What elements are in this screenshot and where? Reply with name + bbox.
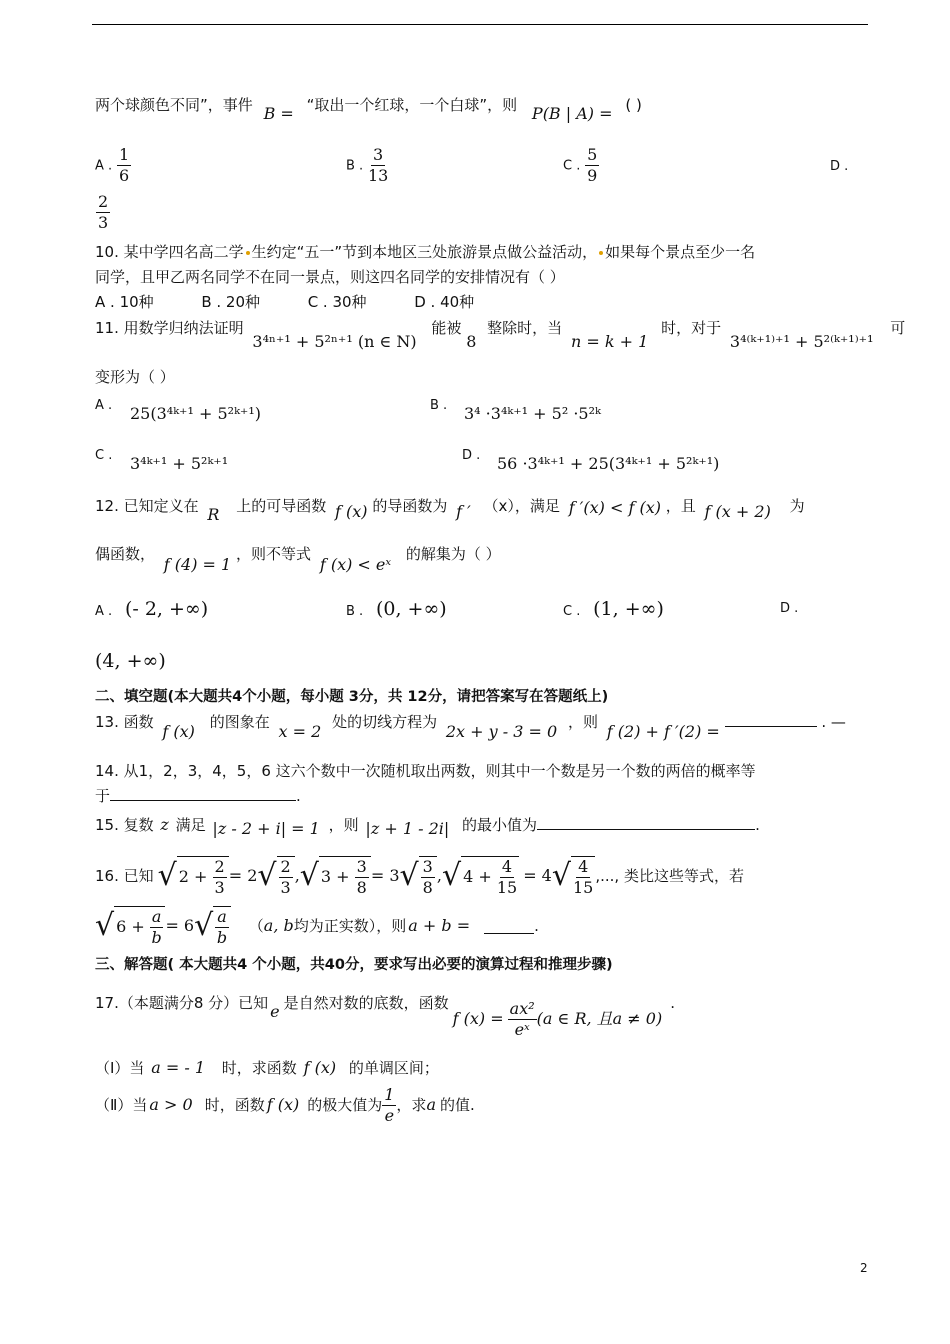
q12-opt-d: (4, +∞) [95, 650, 166, 672]
answer-blank[interactable] [537, 815, 755, 830]
q16-line2: √ 6 + $\frac{a}{b}$ = 6 √ $\frac{a}{b}$ （ a, b 均为正实数），则 a + b = . [95, 907, 539, 947]
q9-option-d-label: D . [830, 159, 849, 174]
q9-option-a [95, 146, 131, 184]
section3-heading: 三、解答题( 本大题共4 个小题，共40分，要求写出必要的演算过程和推理步骤) [95, 957, 613, 973]
q17-line1: 17.（本题满分8 分）已知 e 是自然对数的底数，函数 f (x) = $\frac{\text{ax²}}{\text{eˣ}}$ (a ∈ R, 且a ≠ 0) . [95, 994, 675, 1039]
q12-line1: 12. 已知定义在 R 上的可导函数 f (x) 的导函数为 f ′ （x），满足 f ′(x) < f (x) ，且 f (x + 2) 为 [95, 497, 805, 524]
sqrt-identity-1: √ 2 + $\frac{2}{3}$ [158, 856, 229, 896]
q11-opt-d-label: D . [462, 448, 481, 463]
q9-opt-b-frac: $\frac{3}{13}$ [367, 145, 389, 185]
q11-opt-a: 25(3⁴ᵏ⁺¹ + 5²ᵏ⁺¹) [130, 404, 261, 423]
q14-line2: 于 . [95, 787, 301, 805]
answer-blank[interactable] [110, 786, 296, 801]
q9-prob: P(B | A) = [531, 104, 613, 123]
mark-dot [246, 251, 250, 255]
q11-opt-d: 56 ·3⁴ᵏ⁺¹ + 25(3⁴ᵏ⁺¹ + 5²ᵏ⁺¹) [497, 454, 720, 473]
q9-opt-c-frac: $\frac{5}{9}$ [587, 145, 598, 185]
q17-part2: （Ⅱ）当 a > 0 时，函数 f (x) 的极大值为 $\frac{1}{e}$ ，求 a 的值. [95, 1085, 475, 1125]
q12-opt-d-label: D . [780, 601, 799, 616]
q9-cont-line [95, 96, 642, 123]
header-rule [92, 24, 868, 25]
q9-option-c [563, 146, 599, 184]
q11-opt-b-label: B . [430, 398, 448, 413]
q10-options: A . 10种 B . 20种 C . 30种 D . 40种 [95, 293, 475, 311]
q16-line1: 16. 已知 √ 2 + $\frac{2}{3}$ = 2 √ $\frac{2}{3}$ , √ 3 + $\frac{3}{8}$ = 3 √ $\frac{3}{8}$ , √ 4 + $\frac{4}{15}$ = 4 √ $\frac{4}{15}$ ,..., 类比这些等式，若 [95, 857, 744, 897]
q12-opt-a: A . (- 2, +∞) [95, 598, 209, 620]
page-number: 2 [860, 1261, 868, 1275]
sqrt-general: √ 6 + $\frac{a}{b}$ [95, 906, 165, 946]
q11-opt-b: 3⁴ ·3⁴ᵏ⁺¹ + 5² ·5²ᵏ [464, 404, 601, 423]
q9-event-var: B = [263, 104, 294, 123]
q9-lead: 两个球颜色不同”，事件 [95, 96, 253, 114]
q11-opt-c: 3⁴ᵏ⁺¹ + 5²ᵏ⁺¹ [130, 454, 229, 473]
q10-line2: 同学，且甲乙两名同学不在同一景点，则这四名同学的安排情况有（ ） [95, 268, 565, 286]
q9-paren: ( ) [625, 96, 642, 114]
sqrt-identity-2: √ 3 + $\frac{3}{8}$ [300, 856, 371, 896]
q17-part1: （Ⅰ）当 a = - 1 时，求函数 f (x) 的单调区间； [95, 1058, 439, 1077]
q9-opt-a-label: A . [95, 158, 113, 174]
q11-expr: 3⁴ⁿ⁺¹ + 5²ⁿ⁺¹ (n ∈ N) [252, 332, 417, 351]
q9-event-text: “取出一个红球，一个白球”，则 [306, 96, 518, 114]
q12-line2: 偶函数， f (4) = 1 ，则不等式 f (x) < eˣ 的解集为（ ） [95, 545, 501, 574]
section2-heading: 二、填空题(本大题共4个小题，每小题 3分，共 12分，请把答案写在答题纸上) [95, 689, 609, 705]
q11-line1: 11. 用数学归纳法证明 3⁴ⁿ⁺¹ + 5²ⁿ⁺¹ (n ∈ N) 能被 8 整除时，当 n = k + 1 时，对于 3⁴⁽ᵏ⁺¹⁾⁺¹ + 5²⁽ᵏ⁺¹⁾⁺¹ 可 [95, 319, 906, 351]
answer-blank[interactable] [484, 919, 534, 934]
q11-opt-c-label: C . [95, 448, 113, 463]
q9-opt-b-label: B . [346, 158, 364, 174]
sqrt-identity-3: √ 4 + $\frac{4}{15}$ [441, 857, 518, 897]
q10-line1: 10. 某中学四名高二学 生约定“五一”节到本地区三处旅游景点做公益活动， 如果每个景点至少一名 [95, 243, 756, 261]
q9-opt-c-label: C . [563, 158, 581, 174]
q12-opt-b: B . (0, +∞) [346, 598, 447, 620]
q11-line2: 变形为（ ） [95, 368, 175, 386]
q9-option-b [346, 146, 388, 184]
q9-option-d-frac: $\frac{2}{3}$ [98, 192, 109, 232]
q11-opt-a-label: A . [95, 398, 113, 413]
q12-opt-c: C . (1, +∞) [563, 598, 664, 620]
q14-line1: 14. 从1，2，3，4，5，6 这六个数中一次随机取出两数，则其中一个数是另一个数的两倍的概率等 [95, 762, 756, 780]
q9-opt-a-frac: $\frac{1}{6}$ [118, 145, 130, 185]
q13-line: 13. 函数 f (x) 的图象在 x = 2 处的切线方程为 2x + y - 3 = 0 ，则 f (2) + f ′(2) = . — [95, 713, 846, 741]
answer-blank[interactable] [725, 712, 817, 727]
mark-dot [599, 251, 603, 255]
q15-line: 15. 复数 z 满足 |z - 2 + i| = 1 ，则 |z + 1 - 2i| 的最小值为 . [95, 815, 760, 838]
